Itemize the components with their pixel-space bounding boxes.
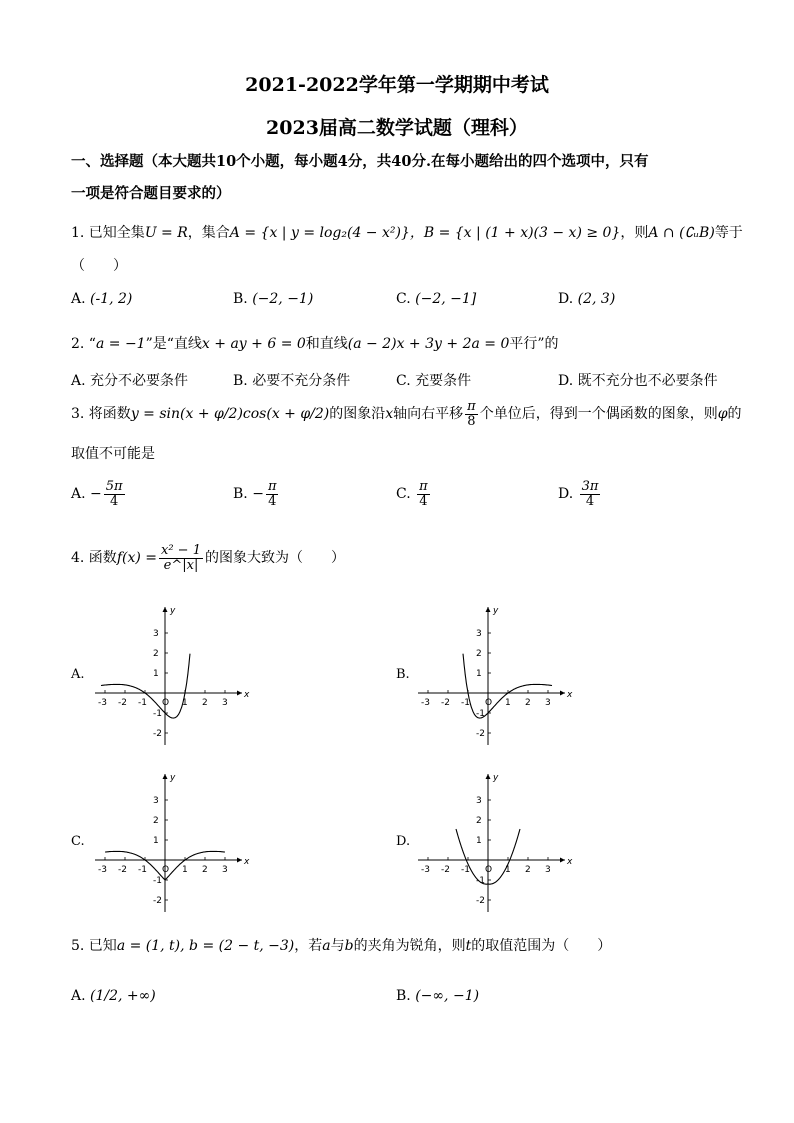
y-tick-label: 3 bbox=[153, 796, 159, 806]
q5-option-a: A. (1/2, +∞) bbox=[71, 988, 156, 1004]
x-axis-label: x bbox=[244, 857, 250, 867]
q3-line-2: 取值不可能是 bbox=[71, 446, 155, 462]
graph-label-a: A. bbox=[71, 667, 85, 682]
x-tick-label: -2 bbox=[441, 698, 450, 708]
q1-equals: 等于 bbox=[714, 225, 743, 241]
q2-option-c: C. 充要条件 bbox=[396, 373, 472, 389]
graph-c bbox=[90, 772, 250, 912]
x-tick-label: 3 bbox=[222, 865, 228, 875]
q5-option-b: B. (−∞, −1) bbox=[396, 988, 480, 1004]
y-tick-label: -2 bbox=[476, 729, 485, 739]
y-tick-label: 3 bbox=[476, 629, 482, 639]
q2-line-2: (a − 2)x + 3y + 2a = 0 bbox=[347, 336, 510, 352]
x-tick-label: -1 bbox=[461, 698, 470, 708]
exam-subtitle: 2023届高二数学试题（理科） bbox=[266, 117, 528, 139]
x-tick-label: O bbox=[485, 698, 493, 708]
x-axis-label: x bbox=[567, 690, 573, 700]
y-axis-label: y bbox=[493, 773, 499, 783]
q1-set-b: ，B = {x | (1 + x)(3 − x) ≥ 0} bbox=[409, 225, 621, 241]
x-tick-label: O bbox=[162, 865, 170, 875]
x-tick-label: O bbox=[162, 698, 170, 708]
x-tick-label: 2 bbox=[525, 698, 531, 708]
graph-a bbox=[90, 605, 250, 745]
x-tick-label: 1 bbox=[182, 698, 188, 708]
x-tick-label: 3 bbox=[545, 698, 551, 708]
y-tick-label: -2 bbox=[153, 896, 162, 906]
y-axis-arrow bbox=[163, 774, 168, 779]
x-axis-arrow bbox=[560, 691, 565, 696]
y-tick-label: -1 bbox=[476, 709, 485, 719]
x-axis-label: x bbox=[244, 690, 250, 700]
y-tick-label: -1 bbox=[153, 876, 162, 886]
graph-d bbox=[413, 772, 573, 912]
q1-expression: A ∩ (∁ᵤB) bbox=[648, 225, 715, 241]
graph-label-c: C. bbox=[71, 834, 85, 849]
q1-set-word: ，集合 bbox=[187, 225, 230, 241]
y-axis-arrow bbox=[486, 774, 491, 779]
q1-option-d: D. (2, 3) bbox=[558, 291, 616, 307]
x-tick-label: -2 bbox=[118, 865, 127, 875]
q1-option-b: B. (−2, −1) bbox=[233, 291, 314, 307]
y-axis-arrow bbox=[163, 607, 168, 612]
x-tick-label: 2 bbox=[525, 865, 531, 875]
q3-shift-fraction: $\frac{\pi}{8}$ bbox=[467, 399, 476, 429]
x-tick-label: -3 bbox=[421, 698, 430, 708]
q3-function: y = sin(x + φ/2)cos(x + φ/2) bbox=[130, 406, 330, 423]
x-tick-label: -1 bbox=[461, 865, 470, 875]
x-tick-label: -2 bbox=[441, 865, 450, 875]
y-tick-label: 2 bbox=[476, 816, 482, 826]
q1-then: ，则 bbox=[620, 225, 649, 241]
q3-option-a: A. − $\frac{5\pi}{4}$ bbox=[71, 479, 123, 509]
y-tick-label: 2 bbox=[476, 649, 482, 659]
y-tick-label: -1 bbox=[476, 876, 485, 886]
x-tick-label: 2 bbox=[202, 865, 208, 875]
y-tick-label: 2 bbox=[153, 816, 159, 826]
x-tick-label: 3 bbox=[222, 698, 228, 708]
y-axis-arrow bbox=[486, 607, 491, 612]
y-axis-label: y bbox=[170, 606, 176, 616]
curve-a bbox=[101, 654, 190, 718]
q2-option-b: B. 必要不充分条件 bbox=[233, 373, 351, 389]
x-tick-label: 1 bbox=[505, 865, 511, 875]
y-tick-label: 3 bbox=[476, 796, 482, 806]
q1-option-a: A. (-1, 2) bbox=[71, 291, 133, 307]
q2-condition: a = −1 bbox=[95, 336, 146, 352]
y-axis-label: y bbox=[170, 773, 176, 783]
q1-prefix: 1. 已知全集 bbox=[71, 225, 145, 241]
y-tick-label: -1 bbox=[153, 709, 162, 719]
q3-option-d: D. $\frac{3\pi}{4}$ bbox=[558, 479, 599, 509]
x-axis-arrow bbox=[237, 858, 242, 863]
y-tick-label: 1 bbox=[153, 669, 159, 679]
q2-option-a: A. 充分不必要条件 bbox=[71, 373, 189, 389]
x-tick-label: -3 bbox=[421, 865, 430, 875]
x-tick-label: -2 bbox=[118, 698, 127, 708]
exam-title: 2021-2022学年第一学期期中考试 bbox=[245, 74, 549, 96]
q5-vectors: a = (1, t), b = (2 − t, −3) bbox=[116, 938, 295, 954]
q3-option-b: B. − $\frac{\pi}{4}$ bbox=[233, 479, 277, 509]
section-heading-line1: 一、选择题（本大题共10个小题，每小题4分，共40分.在每小题给出的四个选项中，只有 bbox=[71, 153, 649, 170]
question-4: 4. 函数f(x) = $\frac{\text{x² − 1}}{e\^{}|x|}$ 的图象大致为（ ） bbox=[71, 543, 345, 573]
x-tick-label: 1 bbox=[505, 698, 511, 708]
x-tick-label: -1 bbox=[138, 698, 147, 708]
x-tick-label: 3 bbox=[545, 865, 551, 875]
q1-universal-set: U = R bbox=[144, 225, 188, 241]
question-3: 3. 将函数y = sin(x + φ/2)cos(x + φ/2)的图象沿x轴向右平移 $\frac{\pi}{8}$ 个单位后，得到一个偶函数的图象，则φ的 bbox=[71, 399, 742, 429]
graph-label-b: B. bbox=[396, 667, 410, 682]
x-tick-label: -3 bbox=[98, 865, 107, 875]
x-tick-label: O bbox=[485, 865, 493, 875]
x-axis-arrow bbox=[560, 858, 565, 863]
y-tick-label: 1 bbox=[476, 669, 482, 679]
x-tick-label: 2 bbox=[202, 698, 208, 708]
x-tick-label: -1 bbox=[138, 865, 147, 875]
y-tick-label: 1 bbox=[476, 836, 482, 846]
question-1 bbox=[71, 222, 743, 242]
q4-fraction: $\frac{\text{x² − 1}}{e\^{}|x|}$ bbox=[161, 543, 201, 573]
x-tick-label: 1 bbox=[182, 865, 188, 875]
y-axis-label: y bbox=[493, 606, 499, 616]
x-axis-arrow bbox=[237, 691, 242, 696]
question-2: 2. “a = −1”是“直线x + ay + 6 = 0和直线(a − 2)x + 3y + 2a = 0平行”的 bbox=[71, 336, 559, 352]
y-tick-label: -2 bbox=[476, 896, 485, 906]
q2-line-1: x + ay + 6 = 0 bbox=[201, 336, 306, 352]
q1-set-a: A = {x | y = log₂(4 − x²)} bbox=[229, 225, 410, 241]
q1-option-c: C. (−2, −1] bbox=[396, 291, 477, 307]
graph-label-d: D. bbox=[396, 834, 411, 849]
x-tick-label: -3 bbox=[98, 698, 107, 708]
graph-b bbox=[413, 605, 573, 745]
x-axis-label: x bbox=[567, 857, 573, 867]
q3-option-c: C. $\frac{\pi}{4}$ bbox=[396, 479, 428, 509]
y-tick-label: 1 bbox=[153, 836, 159, 846]
question-5: 5. 已知a = (1, t), b = (2 − t, −3)，若a与b的夹角为锐角，则t的取值范围为（ ） bbox=[71, 938, 612, 954]
y-tick-label: -2 bbox=[153, 729, 162, 739]
y-tick-label: 2 bbox=[153, 649, 159, 659]
q1-answer-paren: （ ） bbox=[71, 258, 127, 274]
section-heading-line2: 一项是符合题目要求的） bbox=[71, 185, 231, 202]
q2-option-d: D. 既不充分也不必要条件 bbox=[558, 373, 718, 389]
y-tick-label: 3 bbox=[153, 629, 159, 639]
